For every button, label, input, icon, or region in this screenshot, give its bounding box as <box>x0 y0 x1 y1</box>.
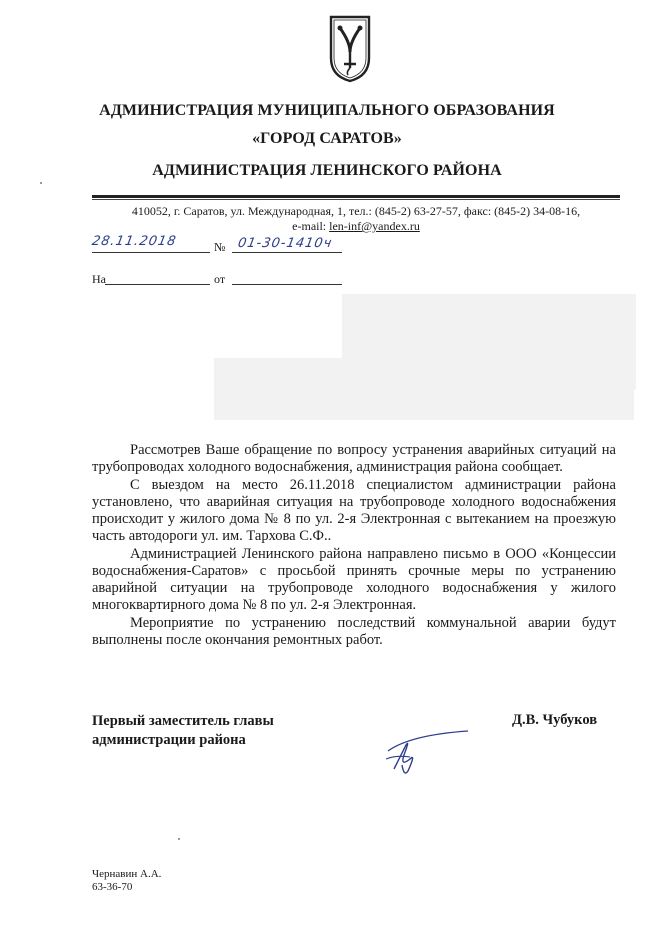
handwritten-signature <box>380 725 470 780</box>
saratov-coat-of-arms-icon <box>328 14 372 84</box>
reference-number-line <box>105 284 210 285</box>
registration-number-line <box>232 252 342 253</box>
signatory-title-line-1: Первый заместитель главы <box>92 713 274 729</box>
header-rule-thin <box>92 199 620 200</box>
reference-date-line <box>232 284 342 285</box>
scan-speck <box>178 838 180 840</box>
registration-date: 28.11.2018 <box>90 234 178 249</box>
body-paragraph-1: Рассмотрев Ваше обращение по вопросу устранения аварийных ситуаций на трубопроводах холодного водоснабжения, администрация района сообщает. <box>92 442 616 475</box>
scan-speck <box>40 182 42 184</box>
email-label: e-mail: <box>292 219 327 233</box>
registration-date-line <box>92 252 210 253</box>
header-city: «ГОРОД САРАТОВ» <box>252 130 402 147</box>
body-paragraph-3: Администрацией Ленинского района направлено письмо в ООО «Концессии водоснабжения-Саратов» с просьбой принять срочные меры по устранению аварийной ситуации на трубопроводе холодного водоснабжения у жилого многоквартирного дома № 8 по ул. 2-я Электронная. <box>92 546 616 613</box>
executor-name: Чернавин А.А. <box>92 868 162 880</box>
header-organization: АДМИНИСТРАЦИЯ МУНИЦИПАЛЬНОГО ОБРАЗОВАНИЯ <box>99 102 555 119</box>
registration-number: 01-30-1410ч <box>236 236 334 251</box>
redacted-recipient-area-lower <box>214 358 634 420</box>
signatory-title-line-2: администрации района <box>92 732 246 748</box>
address-phone-line: 410052, г. Саратов, ул. Международная, 1, тел.: (845-2) 63-27-57, факс: (845-2) 34-08-16, <box>131 204 581 218</box>
signatory-name: Д.В. Чубуков <box>512 712 598 728</box>
signatory-title <box>92 712 274 750</box>
letter-body <box>92 442 616 650</box>
executor-phone: 63-36-70 <box>92 881 133 893</box>
header-rule-thick <box>92 195 620 198</box>
email-link[interactable]: len-inf@yandex.ru <box>329 219 420 233</box>
body-paragraph-4: Мероприятие по устранению последствий коммунальной аварии будут выполнены после окончания ремонтных работ. <box>92 615 616 648</box>
body-paragraph-2: С выездом на место 26.11.2018 специалистом администрации района установлено, что аварийная ситуация на трубопроводе холодного водоснабжения происходит у жилого дома № 8 по ул. 2-я Электронная с вытеканием на проезжую часть автодороги ул. им. Тархова С.Ф.. <box>92 477 616 544</box>
contacts-block <box>92 204 620 234</box>
header-district: АДМИНИСТРАЦИЯ ЛЕНИНСКОГО РАЙОНА <box>152 162 502 179</box>
registration-number-label: № <box>214 240 226 254</box>
executor-block <box>92 868 161 894</box>
reference-from-label: от <box>214 272 226 286</box>
reference-label: На <box>92 272 106 286</box>
